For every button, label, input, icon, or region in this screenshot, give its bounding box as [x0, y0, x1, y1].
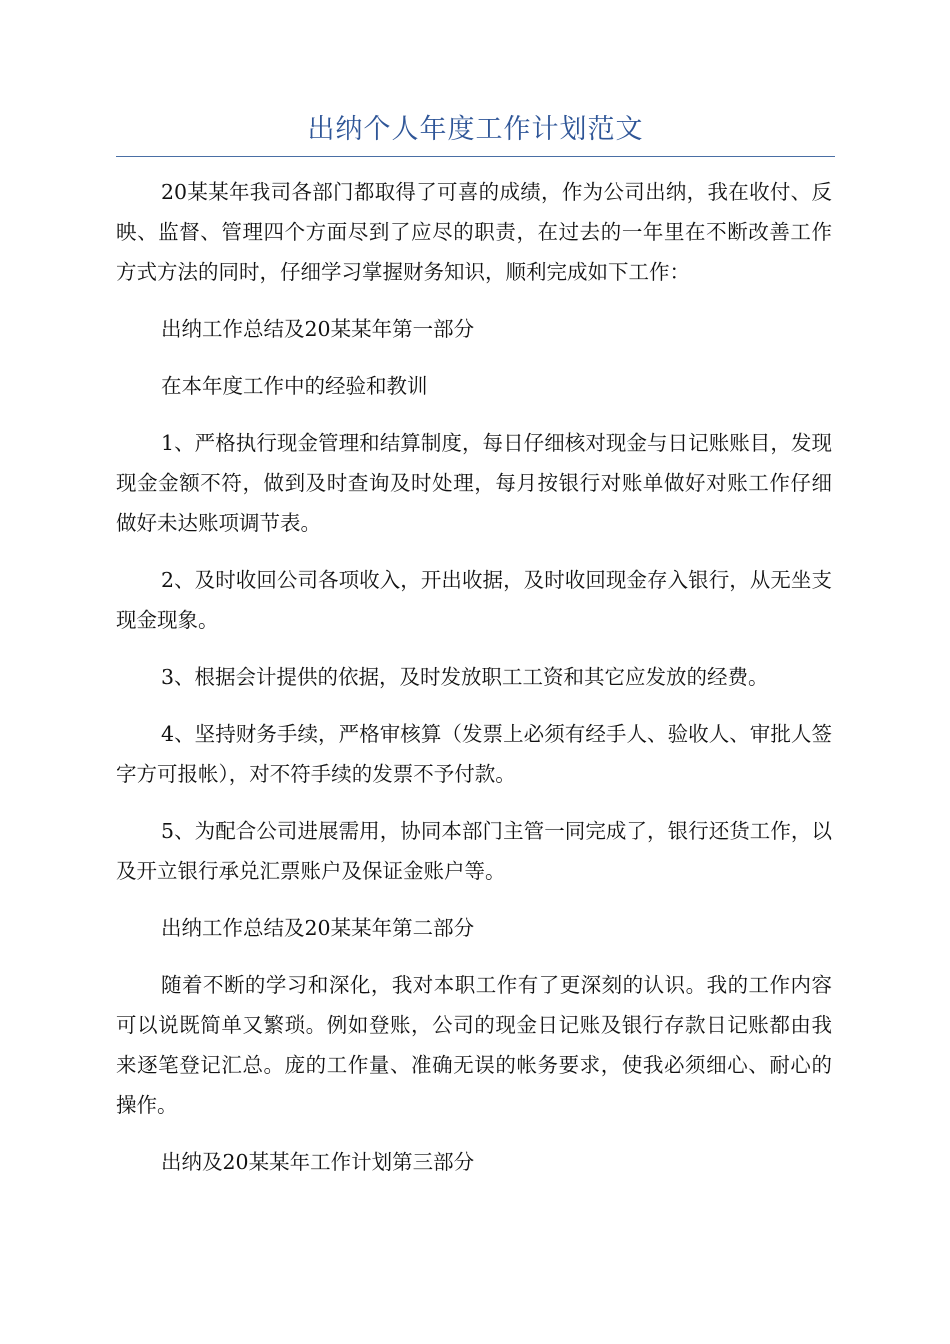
section-heading-part-three: 出纳及20某某年工作计划第三部分 [161, 1150, 475, 1174]
paragraph-intro: 20某某年我司各部门都取得了可喜的成绩，作为公司出纳，我在收付、反映、监督、管理四个方面尽到了应尽的职责，在过去的一年里在不断改善工作方式方法的同时，仔细学习掌握财务知识，顺利完成如下工作： [116, 180, 832, 284]
paragraph-item-5: 5、为配合公司进展需用，协同本部门主管一同完成了，银行还货工作，以及开立银行承兑汇票账户及保证金账户等。 [116, 819, 832, 883]
paragraph-reflection: 随着不断的学习和深化，我对本职工作有了更深刻的认识。我的工作内容可以说既简单又繁琐。例如登账，公司的现金日记账及银行存款日记账都由我来逐笔登记汇总。庞的工作量、准确无误的帐务要求，使我必须细心、耐心的操作。 [116, 973, 832, 1117]
paragraph-item-1: 1、严格执行现金管理和结算制度，每日仔细核对现金与日记账账目，发现现金金额不符，做到及时查询及时处理，每月按银行对账单做好对账工作仔细做好未达账项调节表。 [116, 431, 832, 535]
section-heading-part-one: 出纳工作总结及20某某年第一部分 [161, 317, 475, 341]
paragraph-item-4: 4、坚持财务手续，严格审核算（发票上必须有经手人、验收人、审批人签字方可报帐），对不符手续的发票不予付款。 [116, 722, 832, 786]
section-heading-part-two: 出纳工作总结及20某某年第二部分 [161, 916, 475, 940]
subheading-experience: 在本年度工作中的经验和教训 [161, 374, 428, 398]
paragraph-item-3: 3、根据会计提供的依据，及时发放职工工资和其它应发放的经费。 [161, 665, 769, 689]
page-title: 出纳个人年度工作计划范文 [307, 114, 644, 145]
document-body [116, 172, 832, 1199]
title-block [116, 108, 835, 157]
paragraph-item-2: 2、及时收回公司各项收入，开出收据，及时收回现金存入银行，从无坐支现金现象。 [116, 568, 832, 632]
